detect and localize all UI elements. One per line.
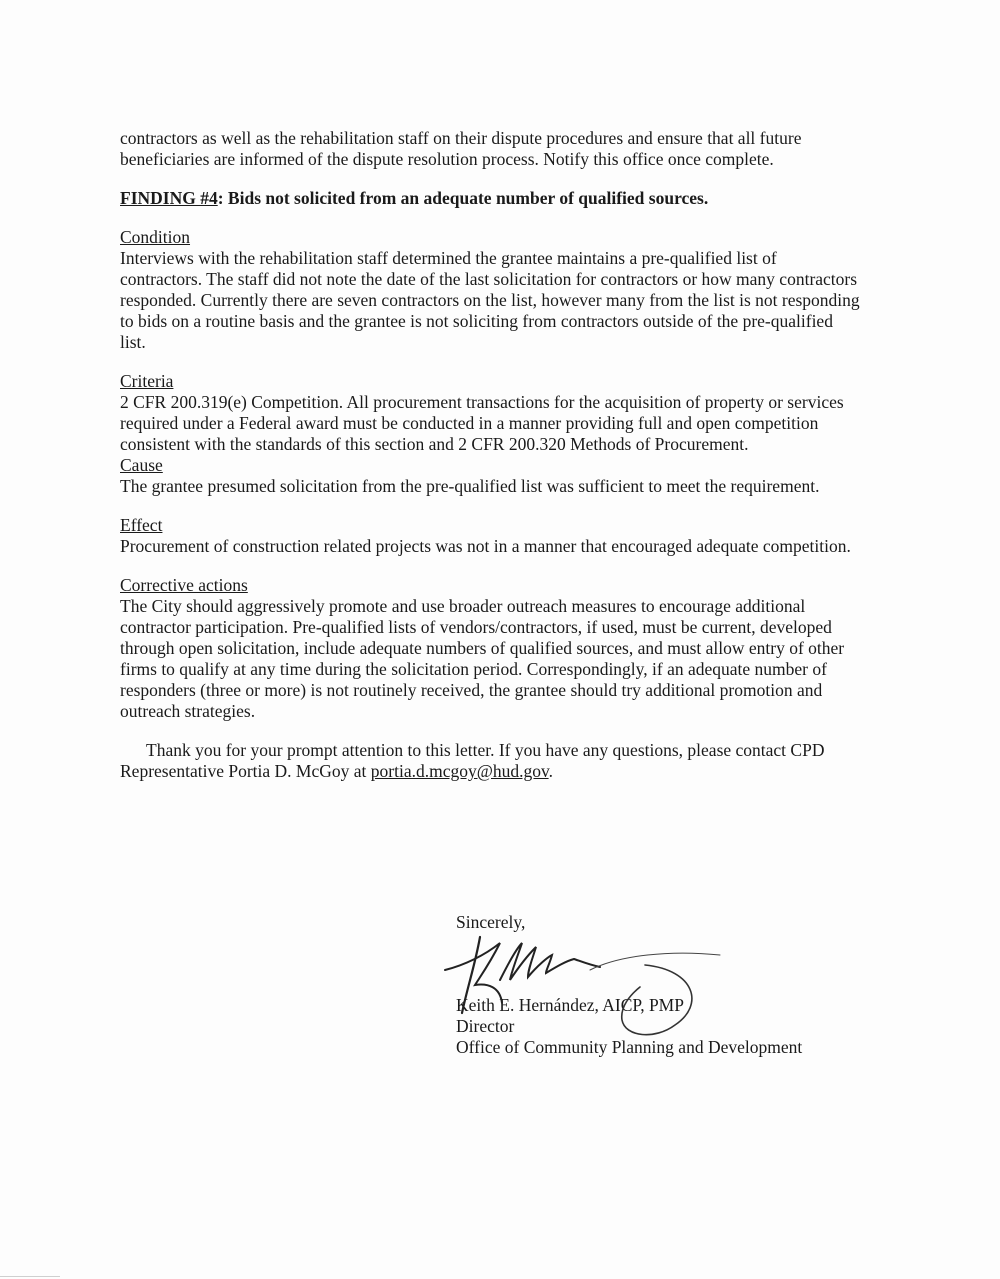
salutation: Sincerely, [456,912,526,932]
intro-paragraph: contractors as well as the rehabilitation staff on their dispute procedures and ensure that all future beneficiaries are informed of the dispute resolution process. Notify this office once complete. [120,128,802,169]
closing-paragraph [120,740,860,782]
section-heading-corrective-actions: Corrective actions [120,575,248,595]
section-cause [120,455,860,497]
section-body-criteria: 2 CFR 200.319(e) Competition. All procurement transactions for the acquisition of property or services required under a Federal award must be conducted in a manner providing full and open competition consistent with the standards of this section and 2 CFR 200.320 Methods of Procurement. [120,392,844,454]
scan-edge-line [0,1276,60,1277]
section-body-effect: Procurement of construction related projects was not in a manner that encouraged adequate competition. [120,536,851,556]
section-criteria [120,371,860,455]
section-body-condition: Interviews with the rehabilitation staff determined the grantee maintains a pre-qualified list of contractors. The staff did not note the date of the last solicitation for contractors or how many contractors responded. Currently there are seven contractors on the list, however many from the list is not responding to bids on a routine basis and the grantee is not soliciting from contractors outside of the pre-qualified list. [120,248,860,352]
finding-number: FINDING #4 [120,188,218,208]
section-heading-cause: Cause [120,455,163,475]
finding-title: Bids not solicited from an adequate number of qualified sources. [227,188,709,208]
section-condition [120,227,860,353]
finding-separator: : [217,188,228,208]
section-heading-criteria: Criteria [120,371,174,391]
section-body-cause: The grantee presumed solicitation from the pre-qualified list was sufficient to meet the requirement. [120,476,820,496]
section-heading-effect: Effect [120,515,163,535]
closing-text: Thank you for your prompt attention to this letter. If you have any questions, please contact CPD Representative Portia D. McGoy at [120,740,825,781]
letter-body [120,128,860,800]
closing-end: . [548,761,553,781]
signer-office: Office of Community Planning and Development [456,1037,803,1057]
section-body-corrective-actions: The City should aggressively promote and use broader outreach measures to encourage additional contractor participation. Pre-qualified lists of vendors/contractors, if used, must be current, developed through open solicitation, include adequate numbers of qualified sources, and must allow entry of other firms to qualify at any time during the solicitation period. Correspondingly, if an adequate number of responders (three or more) is not routinely received, the grantee should try additional promotion and outreach strategies. [120,596,845,721]
handwritten-signature [440,925,740,1055]
signer-name: Keith E. Hernández, AICP, PMP [456,995,684,1015]
section-effect [120,515,860,557]
finding-heading [120,188,860,209]
section-heading-condition: Condition [120,227,191,247]
signer-title: Director [456,1016,515,1036]
contact-email-link[interactable]: portia.d.mcgoy@hud.gov [370,761,549,781]
section-corrective-actions [120,575,860,722]
